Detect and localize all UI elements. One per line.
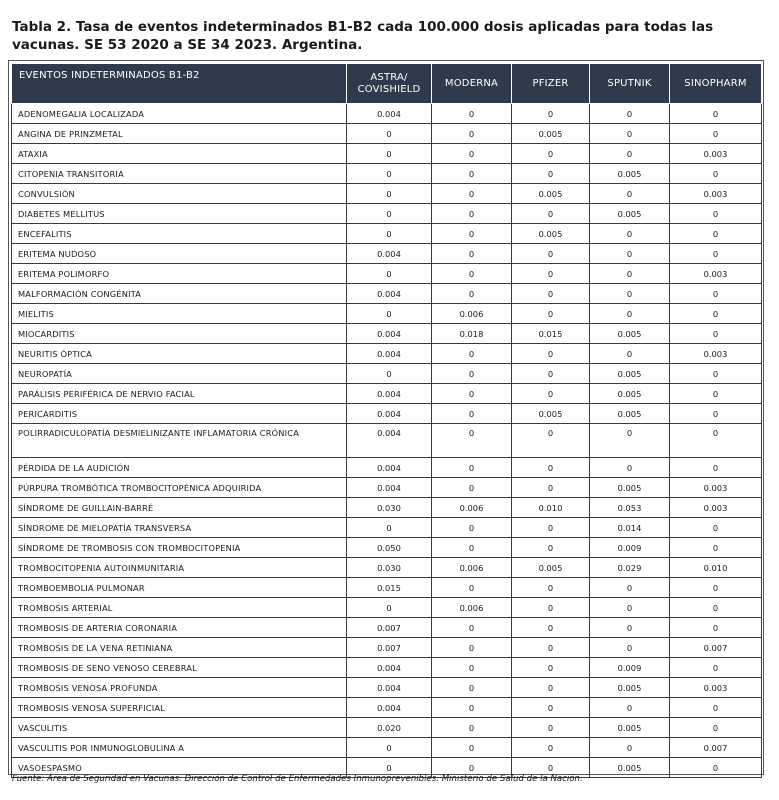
rate-cell-moderna: 0 — [432, 638, 512, 658]
rate-cell-sinopharm: 0 — [670, 164, 762, 184]
rate-cell-sputnik: 0.005 — [590, 478, 670, 498]
table-row — [12, 598, 762, 618]
header-sinopharm: SINOPHARM — [670, 64, 762, 104]
rate-cell-sinopharm: 0 — [670, 538, 762, 558]
event-name-cell: ATAXIA — [12, 144, 347, 164]
rate-cell-pfizer: 0 — [512, 518, 590, 538]
rate-cell-astra: 0 — [347, 518, 432, 538]
event-name-cell: PARÁLISIS PERIFÉRICA DE NERVIO FACIAL — [12, 384, 347, 404]
rate-cell-pfizer: 0 — [512, 364, 590, 384]
table-row — [12, 478, 762, 498]
header-moderna: MODERNA — [432, 64, 512, 104]
rate-cell-sputnik: 0 — [590, 144, 670, 164]
rate-cell-astra: 0 — [347, 304, 432, 324]
rate-cell-astra: 0 — [347, 124, 432, 144]
rate-cell-sputnik: 0 — [590, 184, 670, 204]
table-row — [12, 678, 762, 698]
rate-cell-sputnik: 0.005 — [590, 204, 670, 224]
rate-cell-sinopharm: 0 — [670, 718, 762, 738]
header-pfizer: PFIZER — [512, 64, 590, 104]
rate-cell-pfizer: 0 — [512, 718, 590, 738]
rate-cell-pfizer: 0 — [512, 738, 590, 758]
rate-cell-pfizer: 0.005 — [512, 124, 590, 144]
rate-cell-sputnik: 0 — [590, 578, 670, 598]
event-name-cell: TROMBOSIS DE SENO VENOSO CEREBRAL — [12, 658, 347, 678]
rate-cell-pfizer: 0 — [512, 638, 590, 658]
rate-cell-sputnik: 0 — [590, 738, 670, 758]
rate-cell-sputnik: 0 — [590, 598, 670, 618]
rate-cell-sinopharm: 0 — [670, 578, 762, 598]
rate-cell-sinopharm: 0 — [670, 104, 762, 124]
rate-cell-sinopharm: 0 — [670, 518, 762, 538]
table-row — [12, 364, 762, 384]
rate-cell-moderna: 0 — [432, 538, 512, 558]
event-name-cell: TROMBOSIS VENOSA SUPERFICIAL — [12, 698, 347, 718]
rate-cell-pfizer: 0 — [512, 658, 590, 678]
rate-cell-moderna: 0 — [432, 204, 512, 224]
rate-cell-pfizer: 0 — [512, 698, 590, 718]
event-name-cell: TROMBOSIS VENOSA PROFUNDA — [12, 678, 347, 698]
rate-cell-astra: 0 — [347, 738, 432, 758]
rate-cell-sputnik: 0.029 — [590, 558, 670, 578]
rate-cell-moderna: 0 — [432, 184, 512, 204]
rate-cell-moderna: 0 — [432, 344, 512, 364]
rate-cell-sputnik: 0.009 — [590, 538, 670, 558]
table-row — [12, 224, 762, 244]
rate-cell-astra: 0.004 — [347, 478, 432, 498]
rate-cell-moderna: 0 — [432, 284, 512, 304]
rate-cell-astra: 0.004 — [347, 284, 432, 304]
table-row — [12, 144, 762, 164]
rate-cell-sputnik: 0.053 — [590, 498, 670, 518]
event-name-cell: ENCEFALITIS — [12, 224, 347, 244]
rate-cell-astra: 0 — [347, 598, 432, 618]
rate-cell-sinopharm: 0 — [670, 304, 762, 324]
rate-cell-moderna: 0 — [432, 104, 512, 124]
table-row — [12, 618, 762, 638]
rate-cell-sputnik: 0 — [590, 104, 670, 124]
table-row — [12, 424, 762, 458]
event-name-cell: NEUROPATÍA — [12, 364, 347, 384]
rate-cell-sputnik: 0 — [590, 124, 670, 144]
rate-cell-sinopharm: 0.007 — [670, 638, 762, 658]
table-row — [12, 124, 762, 144]
rate-cell-pfizer: 0 — [512, 424, 590, 458]
event-name-cell: NEURITIS ÓPTICA — [12, 344, 347, 364]
event-name-cell: TROMBOCITOPENIA AUTOINMUNITARIA — [12, 558, 347, 578]
event-name-cell: SÍNDROME DE MIELOPATÍA TRANSVERSA — [12, 518, 347, 538]
rate-cell-sputnik: 0 — [590, 244, 670, 264]
rate-cell-pfizer: 0 — [512, 384, 590, 404]
rate-cell-sinopharm: 0 — [670, 758, 762, 778]
rate-cell-moderna: 0 — [432, 518, 512, 538]
rate-cell-sinopharm: 0 — [670, 458, 762, 478]
rate-cell-sinopharm: 0 — [670, 698, 762, 718]
event-name-cell: ADENOMEGALIA LOCALIZADA — [12, 104, 347, 124]
rate-cell-pfizer: 0 — [512, 204, 590, 224]
rate-cell-sputnik: 0.005 — [590, 718, 670, 738]
rate-cell-astra: 0.015 — [347, 578, 432, 598]
rate-cell-sinopharm: 0 — [670, 384, 762, 404]
rate-cell-sputnik: 0.005 — [590, 678, 670, 698]
rate-cell-astra: 0 — [347, 758, 432, 778]
header-sputnik: SPUTNIK — [590, 64, 670, 104]
rate-cell-astra: 0.004 — [347, 244, 432, 264]
rate-cell-astra: 0.004 — [347, 424, 432, 458]
rate-cell-pfizer: 0 — [512, 244, 590, 264]
rate-cell-moderna: 0.006 — [432, 598, 512, 618]
rate-cell-astra: 0.050 — [347, 538, 432, 558]
rate-cell-sinopharm: 0.003 — [670, 184, 762, 204]
rate-cell-sinopharm: 0.003 — [670, 478, 762, 498]
rate-cell-sputnik: 0.005 — [590, 384, 670, 404]
rate-cell-pfizer: 0.010 — [512, 498, 590, 518]
rate-cell-sputnik: 0 — [590, 224, 670, 244]
table-row — [12, 538, 762, 558]
table-row — [12, 578, 762, 598]
table-row — [12, 164, 762, 184]
rate-cell-astra: 0.020 — [347, 718, 432, 738]
rate-cell-moderna: 0 — [432, 264, 512, 284]
header-events: EVENTOS INDETERMINADOS B1-B2 — [12, 64, 347, 104]
event-name-cell: DIABETES MELLITUS — [12, 204, 347, 224]
event-name-cell: SÍNDROME DE GUILLAIN-BARRÉ — [12, 498, 347, 518]
rate-cell-moderna: 0 — [432, 658, 512, 678]
rate-cell-astra: 0.004 — [347, 104, 432, 124]
table-row — [12, 264, 762, 284]
rate-cell-moderna: 0 — [432, 244, 512, 264]
rate-cell-moderna: 0.006 — [432, 304, 512, 324]
rate-cell-moderna: 0 — [432, 424, 512, 458]
event-name-cell: CITOPENIA TRANSITORIA — [12, 164, 347, 184]
table-row — [12, 738, 762, 758]
rate-cell-astra: 0 — [347, 264, 432, 284]
table-body — [12, 104, 762, 778]
event-name-cell: TROMBOSIS DE LA VENA RETINIANA — [12, 638, 347, 658]
rate-cell-astra: 0 — [347, 164, 432, 184]
rate-cell-sinopharm: 0 — [670, 364, 762, 384]
rate-cell-astra: 0.004 — [347, 698, 432, 718]
event-name-cell: ERITEMA POLIMORFO — [12, 264, 347, 284]
rate-cell-sinopharm: 0 — [670, 284, 762, 304]
rate-cell-astra: 0.004 — [347, 658, 432, 678]
rate-cell-sputnik: 0 — [590, 458, 670, 478]
events-table — [11, 63, 762, 778]
rate-cell-sinopharm: 0 — [670, 224, 762, 244]
rate-cell-pfizer: 0 — [512, 304, 590, 324]
rate-cell-moderna: 0.006 — [432, 558, 512, 578]
rate-cell-sinopharm: 0 — [670, 598, 762, 618]
rate-cell-astra: 0.004 — [347, 458, 432, 478]
rate-cell-sinopharm: 0 — [670, 124, 762, 144]
rate-cell-sputnik: 0 — [590, 618, 670, 638]
rate-cell-moderna: 0 — [432, 758, 512, 778]
rate-cell-astra: 0.004 — [347, 384, 432, 404]
rate-cell-sinopharm: 0 — [670, 324, 762, 344]
table-row — [12, 558, 762, 578]
table-row — [12, 344, 762, 364]
table-row — [12, 204, 762, 224]
source-note: Fuente: Área de Seguridad en Vacunas. Dirección de Control de Enfermedades Inmunoprevenibles. Ministerio de Salud de la Nación. — [12, 774, 583, 784]
table-row — [12, 638, 762, 658]
rate-cell-pfizer: 0 — [512, 678, 590, 698]
rate-cell-pfizer: 0 — [512, 284, 590, 304]
table-row — [12, 104, 762, 124]
rate-cell-pfizer: 0 — [512, 104, 590, 124]
rate-cell-pfizer: 0.005 — [512, 404, 590, 424]
event-name-cell: ERITEMA NUDOSO — [12, 244, 347, 264]
rate-cell-pfizer: 0 — [512, 164, 590, 184]
rate-cell-pfizer: 0 — [512, 598, 590, 618]
rate-cell-astra: 0.030 — [347, 498, 432, 518]
table-row — [12, 284, 762, 304]
rate-cell-pfizer: 0 — [512, 144, 590, 164]
rate-cell-sinopharm: 0.003 — [670, 144, 762, 164]
event-name-cell: MIELITIS — [12, 304, 347, 324]
event-name-cell: VASOESPASMO — [12, 758, 347, 778]
rate-cell-pfizer: 0.005 — [512, 184, 590, 204]
event-name-cell: VASCULITIS — [12, 718, 347, 738]
rate-cell-sinopharm: 0.003 — [670, 498, 762, 518]
rate-cell-moderna: 0 — [432, 124, 512, 144]
rate-cell-pfizer: 0.015 — [512, 324, 590, 344]
rate-cell-sputnik: 0 — [590, 424, 670, 458]
rate-cell-moderna: 0 — [432, 144, 512, 164]
rate-cell-sinopharm: 0.003 — [670, 678, 762, 698]
rate-cell-pfizer: 0.005 — [512, 224, 590, 244]
rate-cell-astra: 0.007 — [347, 638, 432, 658]
event-name-cell: SÍNDROME DE TROMBOSIS CON TROMBOCITOPENIA — [12, 538, 347, 558]
rate-cell-moderna: 0 — [432, 384, 512, 404]
rate-cell-astra: 0 — [347, 364, 432, 384]
table-row — [12, 698, 762, 718]
table-header-row — [12, 64, 762, 104]
rate-cell-astra: 0.030 — [347, 558, 432, 578]
rate-cell-astra: 0 — [347, 224, 432, 244]
table-row — [12, 244, 762, 264]
rate-cell-astra: 0 — [347, 184, 432, 204]
rate-cell-astra: 0.004 — [347, 344, 432, 364]
table-row — [12, 458, 762, 478]
table-row — [12, 384, 762, 404]
rate-cell-moderna: 0 — [432, 578, 512, 598]
table-title: Tabla 2. Tasa de eventos indeterminados B1-B2 cada 100.000 dosis aplicadas para todas las vacunas. SE 53 2020 a SE 34 2023. Argentina. — [12, 19, 714, 53]
table-row — [12, 658, 762, 678]
event-name-cell: MIOCARDITIS — [12, 324, 347, 344]
rate-cell-sinopharm: 0.007 — [670, 738, 762, 758]
rate-cell-moderna: 0 — [432, 618, 512, 638]
rate-cell-moderna: 0 — [432, 404, 512, 424]
rate-cell-sinopharm: 0.003 — [670, 264, 762, 284]
rate-cell-moderna: 0 — [432, 224, 512, 244]
table-row — [12, 304, 762, 324]
event-name-cell: CONVULSIÓN — [12, 184, 347, 204]
rate-cell-sinopharm: 0 — [670, 204, 762, 224]
rate-cell-sinopharm: 0.010 — [670, 558, 762, 578]
table-row — [12, 184, 762, 204]
rate-cell-moderna: 0 — [432, 678, 512, 698]
rate-cell-sputnik: 0 — [590, 344, 670, 364]
event-name-cell: TROMBOSIS DE ARTERIA CORONARIA — [12, 618, 347, 638]
event-name-cell: MALFORMACIÓN CONGÉNITA — [12, 284, 347, 304]
rate-cell-moderna: 0.018 — [432, 324, 512, 344]
rate-cell-sinopharm: 0 — [670, 424, 762, 458]
rate-cell-astra: 0.004 — [347, 678, 432, 698]
rate-cell-sputnik: 0 — [590, 284, 670, 304]
rate-cell-pfizer: 0 — [512, 618, 590, 638]
rate-cell-pfizer: 0 — [512, 758, 590, 778]
rate-cell-sputnik: 0.005 — [590, 758, 670, 778]
rate-cell-sinopharm: 0.003 — [670, 344, 762, 364]
rate-cell-sinopharm: 0 — [670, 618, 762, 638]
table-row — [12, 404, 762, 424]
rate-cell-sputnik: 0 — [590, 304, 670, 324]
event-name-cell: PÚRPURA TROMBÓTICA TROMBOCITOPÉNICA ADQUIRIDA — [12, 478, 347, 498]
rate-cell-sinopharm: 0 — [670, 244, 762, 264]
rate-cell-moderna: 0.006 — [432, 498, 512, 518]
rate-cell-astra: 0 — [347, 144, 432, 164]
rate-cell-astra: 0.007 — [347, 618, 432, 638]
header-astra: ASTRA/ COVISHIELD — [347, 64, 432, 104]
rate-cell-sinopharm: 0 — [670, 404, 762, 424]
rate-cell-astra: 0.004 — [347, 404, 432, 424]
table-row — [12, 718, 762, 738]
rate-cell-pfizer: 0 — [512, 538, 590, 558]
event-name-cell: ANGINA DE PRINZMETAL — [12, 124, 347, 144]
rate-cell-pfizer: 0.005 — [512, 558, 590, 578]
rate-cell-moderna: 0 — [432, 698, 512, 718]
event-name-cell: TROMBOSIS ARTERIAL — [12, 598, 347, 618]
rate-cell-pfizer: 0 — [512, 478, 590, 498]
event-name-cell: VASCULITIS POR INMUNOGLOBULINA A — [12, 738, 347, 758]
table-row — [12, 518, 762, 538]
rate-cell-sputnik: 0 — [590, 264, 670, 284]
rate-cell-sputnik: 0.005 — [590, 164, 670, 184]
rate-cell-sinopharm: 0 — [670, 658, 762, 678]
rate-cell-pfizer: 0 — [512, 264, 590, 284]
event-name-cell: POLIRRADICULOPATÍA DESMIELINIZANTE INFLAMATORIA CRÓNICA — [12, 424, 347, 458]
table-row — [12, 498, 762, 518]
rate-cell-moderna: 0 — [432, 478, 512, 498]
rate-cell-sputnik: 0.005 — [590, 324, 670, 344]
rate-cell-moderna: 0 — [432, 364, 512, 384]
rate-cell-sputnik: 0.005 — [590, 364, 670, 384]
rate-cell-sputnik: 0 — [590, 698, 670, 718]
rate-cell-astra: 0.004 — [347, 324, 432, 344]
rate-cell-moderna: 0 — [432, 718, 512, 738]
rate-cell-sputnik: 0.009 — [590, 658, 670, 678]
table-row — [12, 324, 762, 344]
event-name-cell: PERICARDITIS — [12, 404, 347, 424]
rate-cell-pfizer: 0 — [512, 578, 590, 598]
rate-cell-sputnik: 0 — [590, 638, 670, 658]
event-name-cell: PÉRDIDA DE LA AUDICIÓN — [12, 458, 347, 478]
rate-cell-sputnik: 0.014 — [590, 518, 670, 538]
rate-cell-sputnik: 0.005 — [590, 404, 670, 424]
event-name-cell: TROMBOEMBOLIA PULMONAR — [12, 578, 347, 598]
rate-cell-astra: 0 — [347, 204, 432, 224]
rate-cell-moderna: 0 — [432, 458, 512, 478]
rate-cell-moderna: 0 — [432, 738, 512, 758]
rate-cell-moderna: 0 — [432, 164, 512, 184]
rate-cell-pfizer: 0 — [512, 344, 590, 364]
rate-cell-pfizer: 0 — [512, 458, 590, 478]
